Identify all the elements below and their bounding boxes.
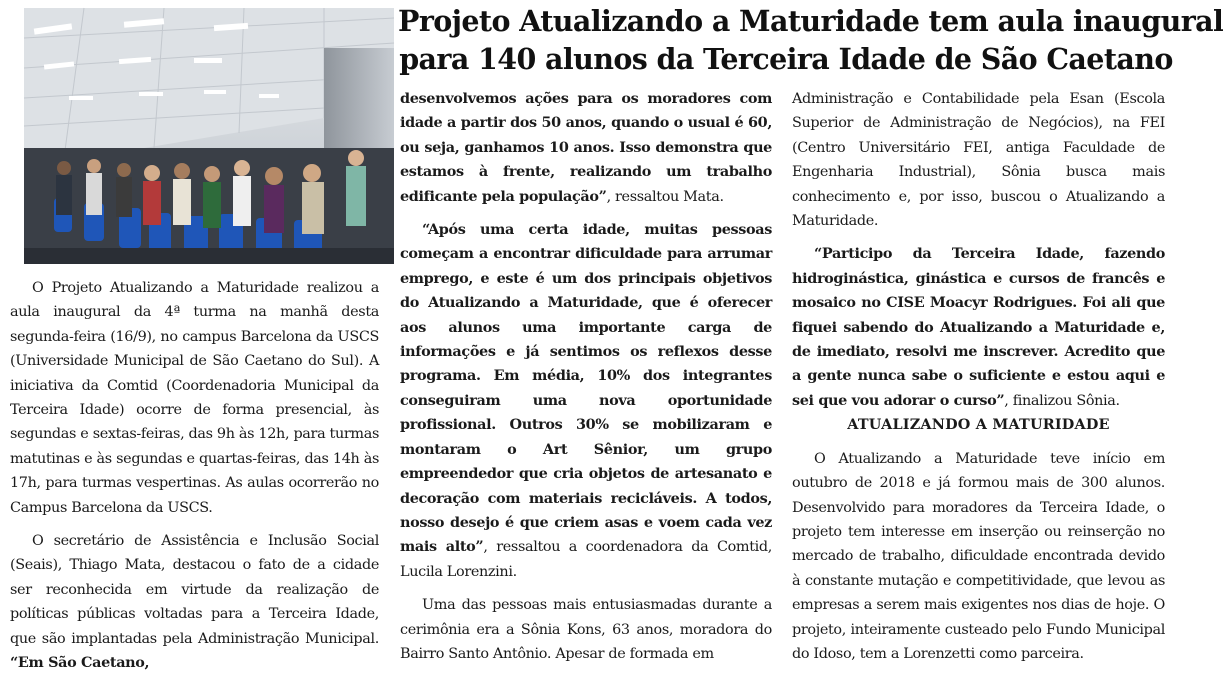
quote-text: “Após uma certa idade, muitas pessoas começam a encontrar dificuldade para arrumar emprego, e este é um dos principais objetivos do Atualizando a Maturidade, que é oferecer aos alunos uma importante carga de informações e já sentimos os reflexos desse programa. Em média, 10% dos integrantes conseguiram uma nova oportunidade profissional. Outros 30% se mobilizaram e montaram o Art Sênior, um grupo empreendedor que cria objetos de artesanato e decoração com materiais recicláveis. A todos, nosso desejo é que criem asas e voem cada vez mais alto” [400, 221, 772, 556]
article-photo [24, 8, 394, 264]
section-subheading: ATUALIZANDO A MATURIDADE [847, 416, 1110, 434]
column-3 [792, 87, 1165, 666]
paragraph-intro: O Projeto Atualizando a Maturidade realizou a aula inaugural da 4ª turma na manhã desta segunda-feira (16/9), no campus Barcelona da USCS (Universidade Municipal de São Caetano do Sul). A iniciativa da Comtid (Coordenadoria Municipal da Terceira Idade) ocorre de forma presencial, às segundas e sextas-feiras, das 9h às 12h, para turmas matutinas e às segundas e quartas-feiras, das 14h às 17h, para turmas vespertinas. As aulas ocorrerão no Campus Barcelona da USCS. [10, 280, 379, 516]
attribution: , ressaltou a coordenadora da Comtid, Lucila Lorenzini. [400, 539, 772, 580]
headline-line-1: Projeto Atualizando a Maturidade tem aula inaugural [398, 4, 1223, 38]
headline-line-2: para 140 alunos da Terceira Idade de São Caetano [399, 42, 1173, 76]
paragraph-quote-mata [400, 87, 772, 209]
paragraph-about-project: O Atualizando a Maturidade teve início em outubro de 2018 e já formou mais de 300 alunos. Desenvolvido para moradores da Terceira Idade, o projeto tem interesse em inserção ou reinserção no mercado de trabalho, dificuldade encontrada devido à constante mutação e competitividade, que levou as empresas a serem mais exigentes nos dias de hoje. O projeto, inteiramente custeado pelo Fundo Municipal do Idoso, tem a Lorenzetti como parceira. [792, 450, 1165, 662]
quote-text: “Participo da Terceira Idade, fazendo hidroginástica, ginástica e cursos de francês e mosaico no CISE Moacyr Rodrigues. Foi ali que fiquei sabendo do Atualizando a Maturidade e, de imediato, resolvi me inscrever. Acredito que a gente nunca sabe o suficiente e estou aqui e sei que vou adorar o curso” [792, 245, 1165, 409]
attribution: , ressaltou Mata. [606, 188, 724, 205]
quote-start: “Em São Caetano, [10, 654, 150, 672]
paragraph-sonia-background: Administração e Contabilidade pela Esan (Escola Superior de Administração de Negócios), na FEI (Centro Universitário FEI, antiga Faculdade de Engenharia Industrial), Sônia busca mais conhecimento e, por isso, buscou o Atualizando a Maturidade. [792, 91, 1165, 230]
quote-text: desenvolvemos ações para os moradores com idade a partir dos 50 anos, quando o usual é 60, ou seja, ganhamos 10 anos. Isso demonstra que estamos à frente, realizando um trabalho edificante pela população” [400, 90, 772, 205]
paragraph-quote-lucila [400, 218, 772, 584]
attribution: , finalizou Sônia. [1004, 392, 1120, 409]
paragraph-secretary [10, 529, 379, 675]
paragraph-quote-sonia [792, 242, 1165, 413]
column-2 [400, 87, 772, 666]
paragraph-text: O secretário de Assistência e Inclusão Social (Seais), Thiago Mata, destacou o fato de a cidade ser reconhecida em virtude da realização de políticas públicas voltadas para a Terceira Idade, que são implantadas pela Administração Municipal. [10, 533, 379, 647]
column-1 [10, 276, 379, 676]
paragraph-sonia-intro: Uma das pessoas mais entusiasmadas durante a cerimônia era a Sônia Kons, 63 anos, moradora do Bairro Santo Antônio. Apesar de formada em [400, 597, 772, 662]
auditorium-photo-illustration [24, 8, 394, 264]
article-headline [398, 2, 1223, 78]
